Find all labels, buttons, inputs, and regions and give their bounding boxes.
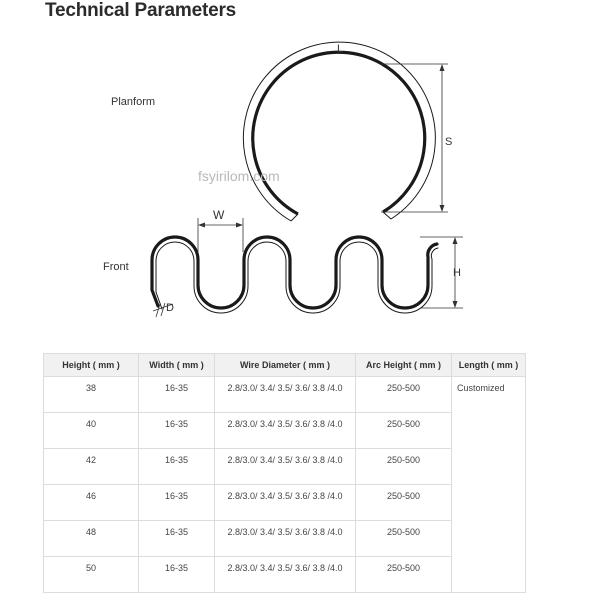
dimension-s-label: S xyxy=(445,136,453,148)
cell-arc-height: 250-500 xyxy=(356,557,452,593)
cell-arc-height: 250-500 xyxy=(356,521,452,557)
header-arc-height: Arc Height ( mm ) xyxy=(356,354,452,377)
cell-height: 40 xyxy=(44,413,139,449)
page-title: Technical Parameters xyxy=(45,0,237,21)
cell-width: 16-35 xyxy=(139,485,215,521)
cell-height: 38 xyxy=(44,377,139,413)
dimension-l-label: L xyxy=(337,43,344,55)
dimension-h-label: H xyxy=(453,267,461,279)
cell-width: 16-35 xyxy=(139,557,215,593)
cell-arc-height: 250-500 xyxy=(356,449,452,485)
cell-height: 46 xyxy=(44,485,139,521)
cell-wire-diameter: 2.8/3.0/ 3.4/ 3.5/ 3.6/ 3.8 /4.0 xyxy=(215,521,356,557)
header-length: Length ( mm ) xyxy=(452,354,526,377)
front-wave xyxy=(152,237,438,313)
cell-wire-diameter: 2.8/3.0/ 3.4/ 3.5/ 3.6/ 3.8 /4.0 xyxy=(215,557,356,593)
dimension-s-line xyxy=(381,64,448,212)
header-width: Width ( mm ) xyxy=(139,354,215,377)
header-height: Height ( mm ) xyxy=(44,354,139,377)
cell-width: 16-35 xyxy=(139,449,215,485)
table-row xyxy=(44,377,526,413)
dimension-d-label: D xyxy=(166,302,174,314)
spec-table xyxy=(43,353,526,593)
cell-height: 48 xyxy=(44,521,139,557)
cell-wire-diameter: 2.8/3.0/ 3.4/ 3.5/ 3.6/ 3.8 /4.0 xyxy=(215,377,356,413)
planform-label: Planform xyxy=(111,96,156,108)
dimension-w-label: W xyxy=(213,208,225,222)
cell-height: 50 xyxy=(44,557,139,593)
cell-width: 16-35 xyxy=(139,521,215,557)
cell-width: 16-35 xyxy=(139,377,215,413)
cell-width: 16-35 xyxy=(139,413,215,449)
cell-wire-diameter: 2.8/3.0/ 3.4/ 3.5/ 3.6/ 3.8 /4.0 xyxy=(215,413,356,449)
cell-arc-height: 250-500 xyxy=(356,413,452,449)
watermark: fsyirilom.com xyxy=(198,168,280,184)
table-header-row xyxy=(44,354,526,377)
cell-wire-diameter: 2.8/3.0/ 3.4/ 3.5/ 3.6/ 3.8 /4.0 xyxy=(215,449,356,485)
cell-arc-height: 250-500 xyxy=(356,485,452,521)
header-wire-diameter: Wire Diameter ( mm ) xyxy=(215,354,356,377)
cell-length: Customized xyxy=(452,377,526,593)
planform-ring xyxy=(243,42,435,221)
front-label: Front xyxy=(103,261,129,273)
cell-height: 42 xyxy=(44,449,139,485)
cell-wire-diameter: 2.8/3.0/ 3.4/ 3.5/ 3.6/ 3.8 /4.0 xyxy=(215,485,356,521)
dimension-w-line xyxy=(198,218,243,252)
cell-arc-height: 250-500 xyxy=(356,377,452,413)
